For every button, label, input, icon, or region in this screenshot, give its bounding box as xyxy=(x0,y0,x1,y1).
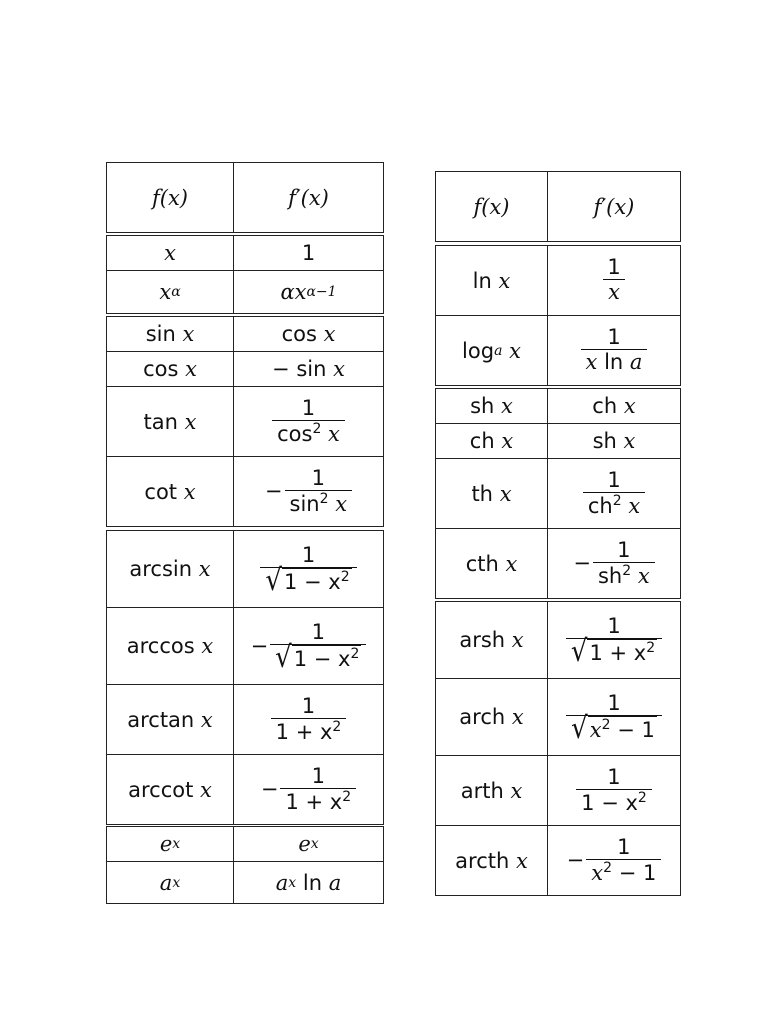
deriv-cell: a x ln a xyxy=(234,862,384,904)
left-header-derivative: f′(x) xyxy=(234,163,384,233)
left-exponential-group xyxy=(106,826,384,904)
sqrt-symbol: √ xyxy=(275,640,292,676)
left-inverse-trig-group xyxy=(106,530,384,825)
table-row xyxy=(436,459,681,529)
fraction: $\frac{1}{\text{x ln a}}$ xyxy=(581,326,648,374)
fraction: $\frac{1}{\sin^2 x}$ xyxy=(285,467,353,516)
func-cell: ln x xyxy=(436,246,548,316)
table-row xyxy=(436,316,681,386)
table-row xyxy=(107,862,384,904)
deriv-cell: 1 xyxy=(234,236,384,271)
deriv-cell: α x α−1 xyxy=(234,271,384,314)
deriv-cell: ch x xyxy=(548,389,681,424)
fraction: 1 √ $x^2 - 1$ xyxy=(566,692,662,742)
func-cell: log a x xyxy=(436,316,548,386)
fraction: $\frac{1}{1 + x^2}$ xyxy=(271,695,347,744)
deriv-cell: − 1 √ $1 - x^2$ xyxy=(234,608,384,685)
right-log-group xyxy=(435,245,681,386)
func-cell: arsh x xyxy=(436,602,548,679)
func-cell: cth x xyxy=(436,529,548,599)
left-power-group xyxy=(106,235,384,314)
deriv-cell: − $\frac{1}{\sin^2 x}$ xyxy=(234,457,384,527)
table-row xyxy=(436,389,681,424)
fraction: $\frac{1}{ch^2 x}$ xyxy=(583,469,645,518)
func-cell: a x xyxy=(107,862,234,904)
func-cell: arcsin x xyxy=(107,531,234,608)
deriv-cell xyxy=(548,602,681,679)
table-row xyxy=(107,608,384,685)
func-cell: arccot x xyxy=(107,755,234,825)
left-header-function: f(x) xyxy=(107,163,234,233)
fraction: $\frac{1}{\cos^2 x}$ xyxy=(272,397,345,446)
func-cell: arctan x xyxy=(107,685,234,755)
deriv-cell: − $\frac{1}{sh^2 x}$ xyxy=(548,529,681,599)
deriv-cell xyxy=(234,531,384,608)
left-header-table xyxy=(106,162,384,233)
sqrt-symbol: √ xyxy=(265,563,282,599)
table-row xyxy=(107,352,384,387)
func-cell: arth x xyxy=(436,756,548,826)
fraction: $\frac{1}{1 - x^2}$ xyxy=(576,766,652,815)
func-cell: x xyxy=(107,236,234,271)
sqrt-symbol: √ xyxy=(570,634,588,670)
right-header-function: f(x) xyxy=(436,172,548,242)
func-cell: sh x xyxy=(436,389,548,424)
fraction: 1 √ $1 + x^2$ xyxy=(566,615,662,665)
func-cell: cot x xyxy=(107,457,234,527)
func-cell: arccos x xyxy=(107,608,234,685)
table-row xyxy=(436,756,681,826)
func-cell: arch x xyxy=(436,679,548,756)
fraction: 1 √ $1 - x^2$ xyxy=(260,544,356,594)
table-row xyxy=(107,531,384,608)
table-row xyxy=(436,529,681,599)
table-row xyxy=(107,457,384,527)
table-row xyxy=(107,317,384,352)
fraction: $\frac{1}{1 + x^2}$ xyxy=(280,765,356,814)
deriv-cell xyxy=(234,387,384,457)
fraction: $\frac{1}{x}$ xyxy=(603,256,625,304)
table-row xyxy=(436,424,681,459)
fraction: $\frac{1}{sh^2 x}$ xyxy=(593,539,655,588)
deriv-cell xyxy=(548,679,681,756)
deriv-cell xyxy=(548,246,681,316)
table-row xyxy=(107,827,384,862)
table-row xyxy=(436,246,681,316)
fraction: 1 √ $1 - x^2$ xyxy=(270,621,366,671)
table-row xyxy=(107,387,384,457)
table-row xyxy=(436,826,681,896)
deriv-cell xyxy=(234,685,384,755)
deriv-cell: e x xyxy=(234,827,384,862)
func-cell: sin x xyxy=(107,317,234,352)
func-cell: x α xyxy=(107,271,234,314)
func-cell: e x xyxy=(107,827,234,862)
right-header-derivative: f′(x) xyxy=(548,172,681,242)
table-row xyxy=(436,602,681,679)
deriv-cell xyxy=(548,756,681,826)
table-row xyxy=(107,236,384,271)
right-header-table xyxy=(435,171,681,242)
table-row xyxy=(107,271,384,314)
deriv-cell: − $\frac{1}{1 + x^2}$ xyxy=(234,755,384,825)
func-cell: th x xyxy=(436,459,548,529)
table-row xyxy=(436,679,681,756)
right-hyperbolic-group xyxy=(435,388,681,599)
deriv-cell xyxy=(548,459,681,529)
func-cell: arcth x xyxy=(436,826,548,896)
left-trig-group xyxy=(106,316,384,527)
table-row xyxy=(107,755,384,825)
deriv-cell: − sin x xyxy=(234,352,384,387)
table-row xyxy=(107,685,384,755)
deriv-cell: cos x xyxy=(234,317,384,352)
func-cell: tan x xyxy=(107,387,234,457)
deriv-cell: sh x xyxy=(548,424,681,459)
right-inverse-hyperbolic-group xyxy=(435,601,681,896)
deriv-cell: − $\frac{1}{x^2 - 1}$ xyxy=(548,826,681,896)
fraction: $\frac{1}{x^2 - 1}$ xyxy=(586,836,661,885)
func-cell: ch x xyxy=(436,424,548,459)
func-cell: cos x xyxy=(107,352,234,387)
sqrt-symbol: √ xyxy=(571,711,588,747)
deriv-cell xyxy=(548,316,681,386)
